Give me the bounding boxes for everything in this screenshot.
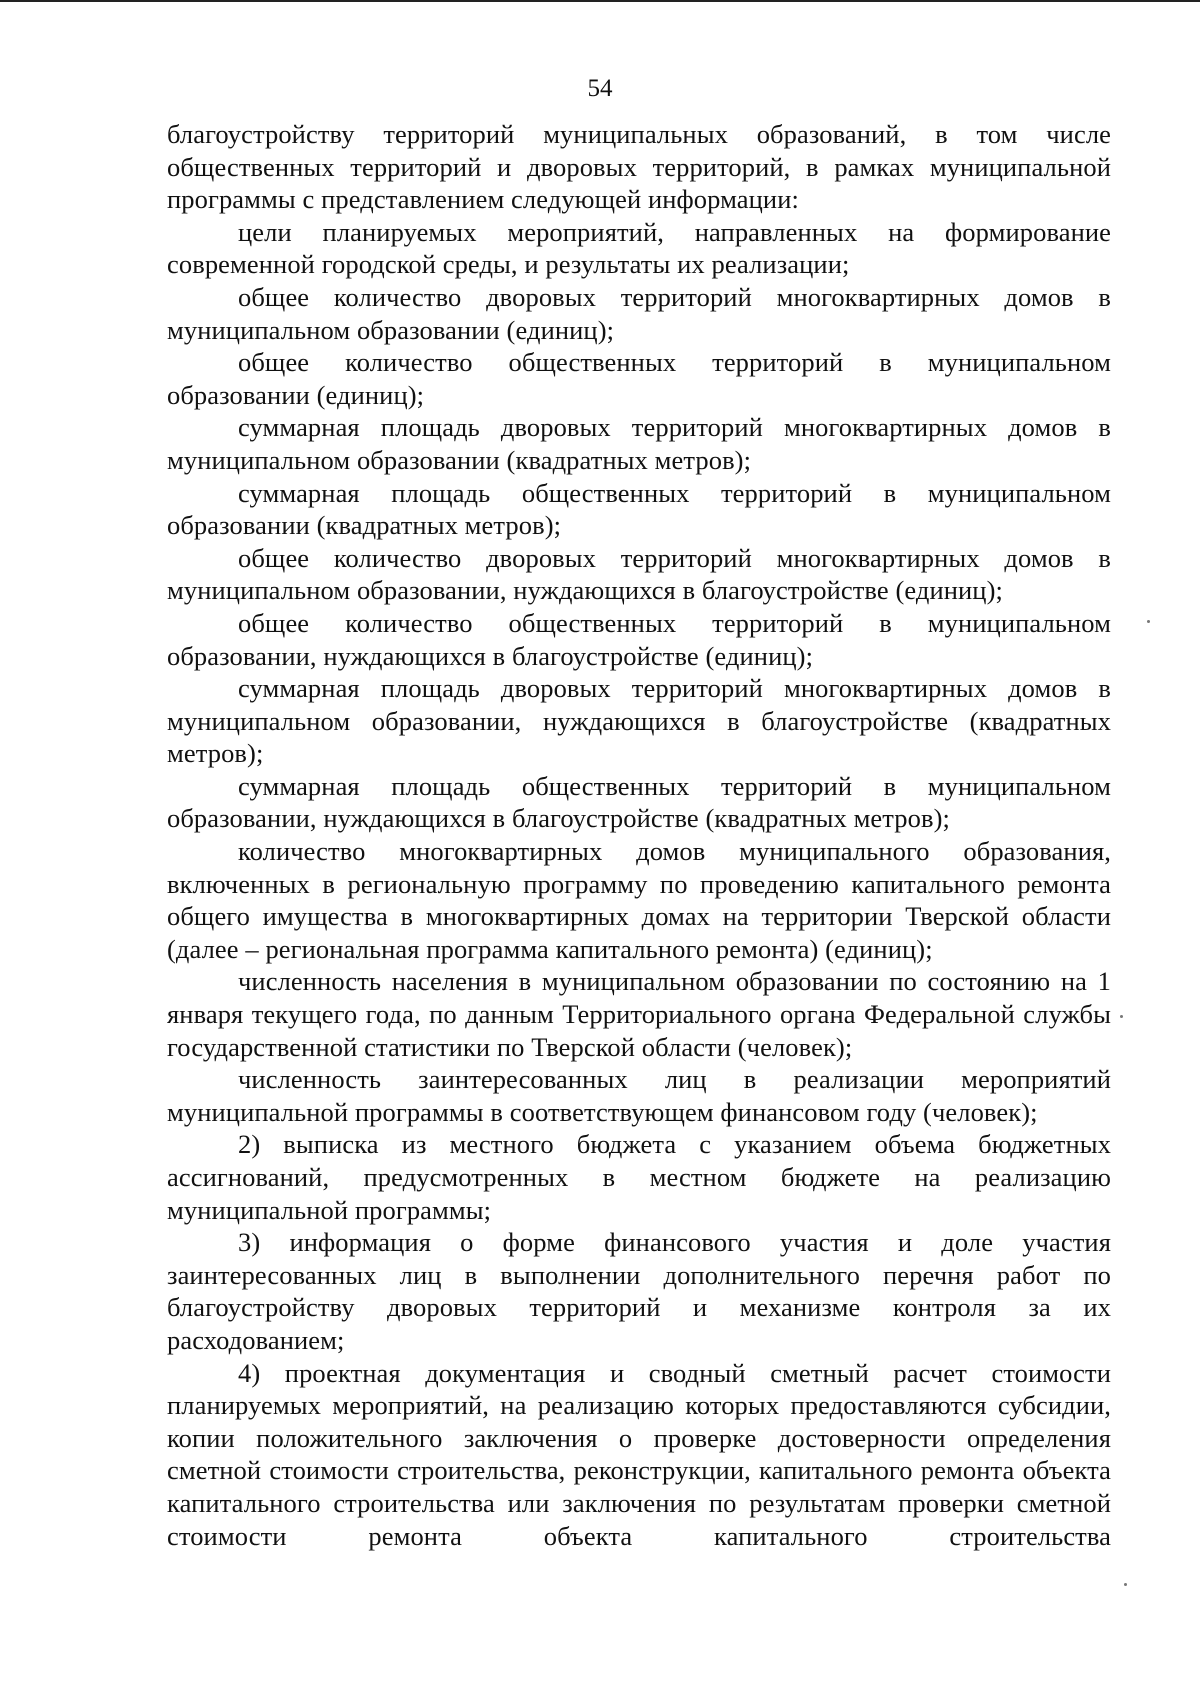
paragraph-continuation: благоустройству территорий муниципальных образований, в том числе общественных территорий и дворовых территорий, в рамках муниципальной программы с представлением следующей информации: bbox=[167, 119, 1111, 215]
list-item-public-area: суммарная площадь общественных территорий в муниципальном образовании (квадратных метров); bbox=[167, 477, 1111, 541]
numbered-item-2: 2) выписка из местного бюджета с указанием объема бюджетных ассигнований, предусмотренных в местном бюджете на реализацию муниципальной программы; bbox=[167, 1129, 1111, 1225]
list-item-yard-count-needing: общее количество дворовых территорий многоквартирных домов в муниципальном образовании, нуждающихся в благоустройстве (единиц); bbox=[167, 542, 1111, 606]
scan-speck bbox=[1124, 1583, 1127, 1586]
numbered-item-4: 4) проектная документация и сводный сметный расчет стоимости планируемых мероприятий, на реализацию которых предоставляются субсидии, копии положительного заключения о проверке достоверности определения сметной стоимости строительства, реконструкции, капитального ремонта объекта капитального строительства или заключения по результатам проверки сметной стоимости ремонта объекта капитального строительства bbox=[167, 1357, 1111, 1551]
list-item-goals: цели планируемых мероприятий, направленных на формирование современной городской среды, и результаты их реализации; bbox=[167, 216, 1111, 280]
list-item-capital-repair-houses: количество многоквартирных домов муниципального образования, включенных в региональную программу по проведению капитального ремонта общего имущества в многоквартирных домах на территории Тверской области (далее – региональная программа капитального ремонта) (единиц); bbox=[167, 836, 1111, 964]
list-item-yard-area-needing: суммарная площадь дворовых территорий многоквартирных домов в муниципальном образовании, нуждающихся в благоустройстве (квадратных метров); bbox=[167, 673, 1111, 769]
scan-speck bbox=[1120, 1015, 1123, 1018]
list-item-yard-count: общее количество дворовых территорий многоквартирных домов в муниципальном образовании (единиц); bbox=[167, 281, 1111, 345]
page-number: 54 bbox=[587, 75, 613, 102]
numbered-item-3: 3) информация о форме финансового участия и доле участия заинтересованных лиц в выполнении дополнительного перечня работ по благоустройству дворовых территорий и механизме контроля за их расходованием; bbox=[167, 1227, 1111, 1355]
list-item-yard-area: суммарная площадь дворовых территорий многоквартирных домов в муниципальном образовании (квадратных метров); bbox=[167, 412, 1111, 475]
list-item-population: численность населения в муниципальном образовании по состоянию на 1 января текущего года, по данным Территориального органа Федеральной службы государственной статистики по Тверской области (человек); bbox=[167, 966, 1111, 1062]
list-item-public-area-needing: суммарная площадь общественных территорий в муниципальном образовании, нуждающихся в благоустройстве (квадратных метров); bbox=[167, 770, 1111, 834]
list-item-interested-persons: численность заинтересованных лиц в реализации мероприятий муниципальной программы в соответствующем финансовом году (человек); bbox=[167, 1064, 1111, 1127]
list-item-public-count: общее количество общественных территорий в муниципальном образовании (единиц); bbox=[167, 347, 1111, 410]
document-body bbox=[167, 118, 1111, 1552]
list-item-public-count-needing: общее количество общественных территорий в муниципальном образовании, нуждающихся в благоустройстве (единиц); bbox=[167, 607, 1111, 671]
scan-top-edge bbox=[0, 0, 1200, 2]
scan-speck bbox=[1147, 620, 1150, 623]
